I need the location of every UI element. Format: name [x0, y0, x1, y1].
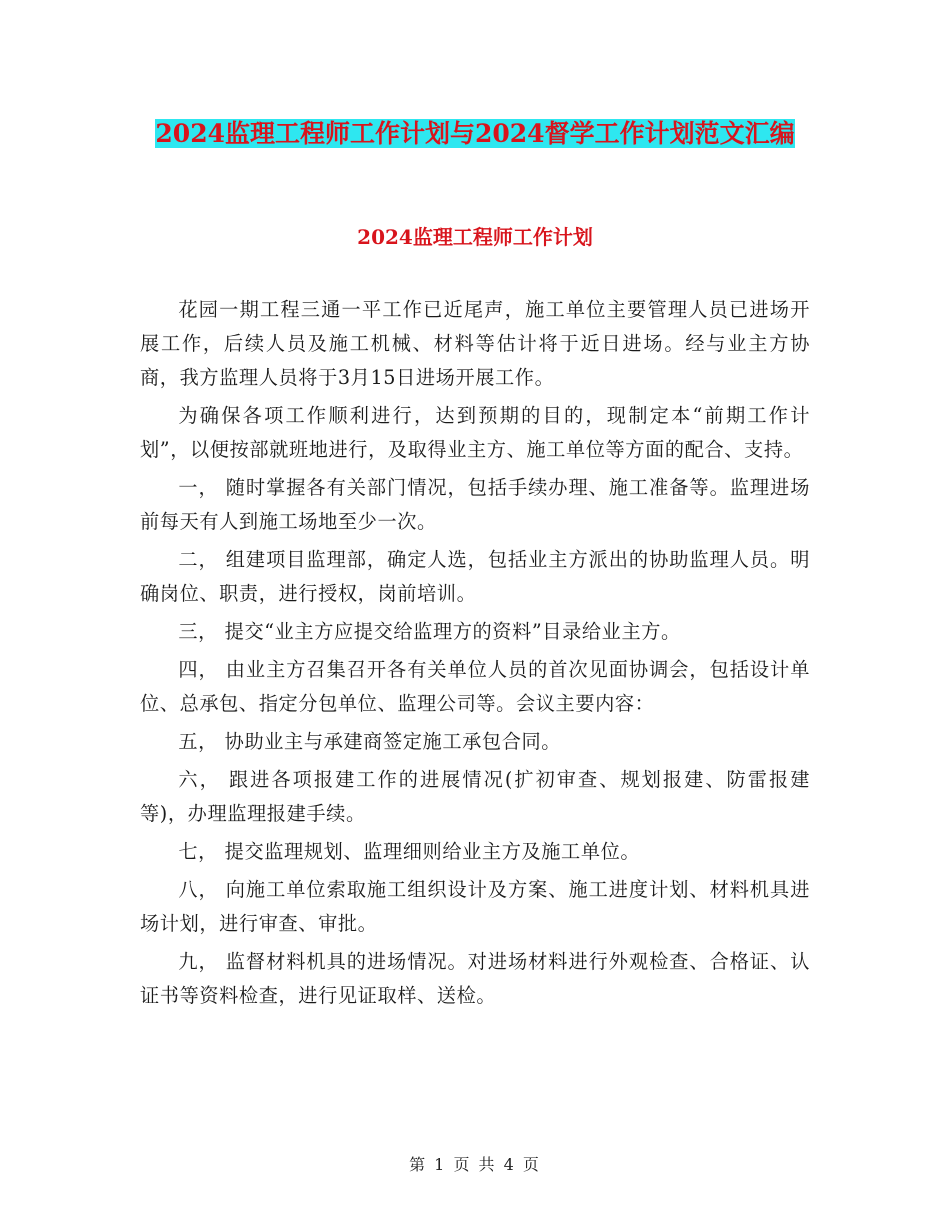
- paragraph-6: 四， 由业主方召集召开各有关单位人员的首次见面协调会，包括设计单位、总承包、指定分包单位、监理公司等。会议主要内容：: [140, 658, 810, 715]
- paragraph-9: 七， 提交监理规划、监理细则给业主方及施工单位。: [178, 840, 641, 863]
- paragraph-5: 三， 提交“业主方应提交给监理方的资料”目录给业主方。: [178, 620, 681, 643]
- page-footer: 第 1 页 共 4 页: [409, 1155, 541, 1174]
- document-body: [140, 293, 810, 1017]
- section-heading: 2024监理工程师工作计划: [357, 225, 593, 249]
- paragraph-11: 九， 监督材料机具的进场情况。对进场材料进行外观检查、合格证、认证书等资料检查，进行见证取样、送检。: [140, 950, 810, 1007]
- paragraph-4: 二， 组建项目监理部，确定人选，包括业主方派出的协助监理人员。明确岗位、职责，进行授权，岗前培训。: [140, 548, 810, 605]
- paragraph-10: 八， 向施工单位索取施工组织设计及方案、施工进度计划、材料机具进场计划，进行审查、审批。: [140, 878, 810, 935]
- paragraph-3: 一， 随时掌握各有关部门情况，包括手续办理、施工准备等。监理进场前每天有人到施工场地至少一次。: [140, 476, 810, 533]
- paragraph-8: 六， 跟进各项报建工作的进展情况(扩初审查、规划报建、防雷报建等)，办理监理报建手续。: [140, 768, 810, 825]
- paragraph-7: 五， 协助业主与承建商签定施工承包合同。: [178, 730, 562, 753]
- document-title: [140, 112, 810, 156]
- paragraph-1: 花园一期工程三通一平工作已近尾声，施工单位主要管理人员已进场开展工作，后续人员及施工机械、材料等估计将于近日进场。经与业主方协商，我方监理人员将于3月15日进场开展工作。: [140, 298, 810, 389]
- document-title-highlight: 2024监理工程师工作计划与2024督学工作计划范文汇编: [155, 119, 795, 148]
- paragraph-2: 为确保各项工作顺利进行，达到预期的目的，现制定本“前期工作计划”，以便按部就班地进行，及取得业主方、施工单位等方面的配合、支持。: [140, 404, 810, 461]
